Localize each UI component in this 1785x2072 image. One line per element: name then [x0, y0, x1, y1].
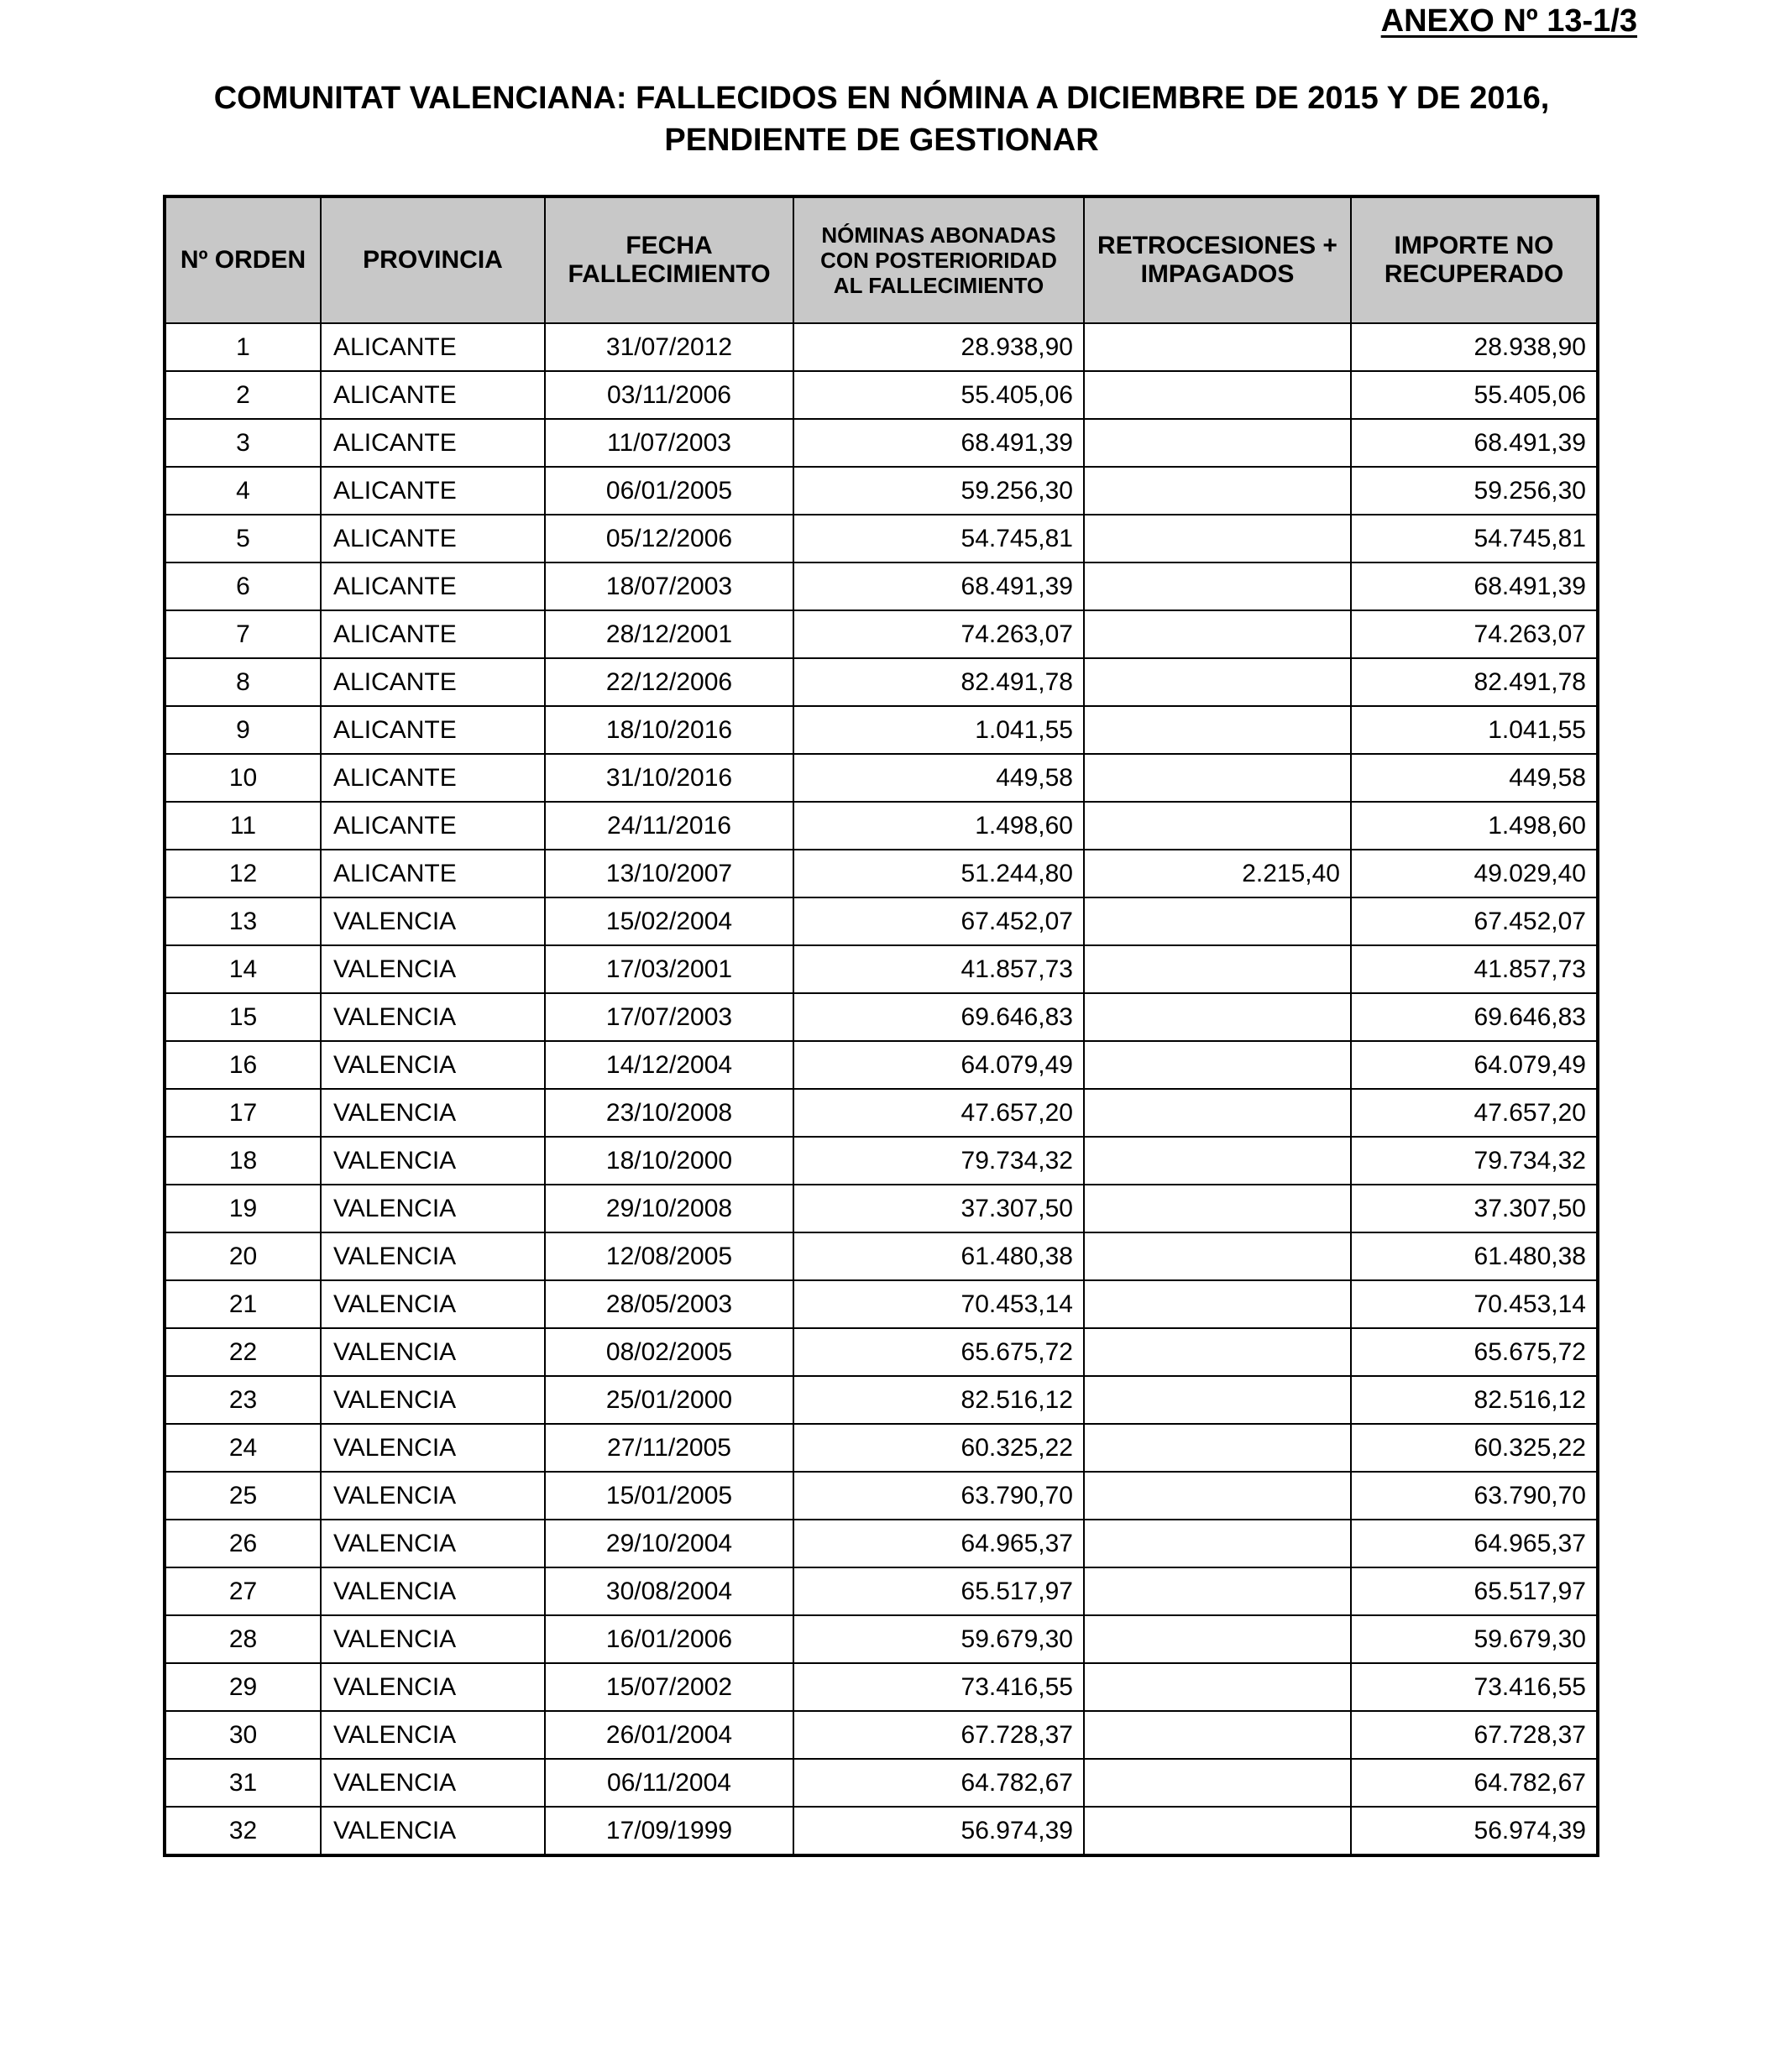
cell-fecha: 17/09/1999: [545, 1807, 793, 1855]
cell-fecha: 15/07/2002: [545, 1663, 793, 1711]
table-row: [165, 850, 1598, 897]
cell-provincia: VALENCIA: [321, 1089, 545, 1137]
cell-retrocesiones: [1084, 1328, 1351, 1376]
cell-importe: 65.517,97: [1351, 1567, 1598, 1615]
cell-nominas: 65.517,97: [793, 1567, 1084, 1615]
cell-importe: 64.965,37: [1351, 1520, 1598, 1567]
table-row: [165, 1520, 1598, 1567]
cell-provincia: ALICANTE: [321, 658, 545, 706]
table-row: [165, 1615, 1598, 1663]
cell-retrocesiones: [1084, 1807, 1351, 1855]
header-retrocesiones-line: IMPAGADOS: [1140, 260, 1295, 288]
cell-orden: 9: [165, 706, 321, 754]
cell-fecha: 24/11/2016: [545, 802, 793, 850]
table-row: [165, 1759, 1598, 1807]
cell-fecha: 03/11/2006: [545, 371, 793, 419]
cell-provincia: ALICANTE: [321, 850, 545, 897]
cell-provincia: VALENCIA: [321, 1137, 545, 1185]
table-row: [165, 945, 1598, 993]
cell-retrocesiones: [1084, 706, 1351, 754]
cell-nominas: 67.452,07: [793, 897, 1084, 945]
cell-orden: 10: [165, 754, 321, 802]
cell-nominas: 56.974,39: [793, 1807, 1084, 1855]
table-row: [165, 1472, 1598, 1520]
cell-nominas: 68.491,39: [793, 419, 1084, 467]
cell-importe: 37.307,50: [1351, 1185, 1598, 1232]
cell-orden: 13: [165, 897, 321, 945]
cell-fecha: 30/08/2004: [545, 1567, 793, 1615]
cell-orden: 26: [165, 1520, 321, 1567]
cell-importe: 74.263,07: [1351, 610, 1598, 658]
cell-retrocesiones: [1084, 515, 1351, 562]
cell-orden: 29: [165, 1663, 321, 1711]
cell-orden: 2: [165, 371, 321, 419]
cell-nominas: 1.041,55: [793, 706, 1084, 754]
cell-orden: 11: [165, 802, 321, 850]
cell-provincia: ALICANTE: [321, 610, 545, 658]
table-row: [165, 1089, 1598, 1137]
cell-nominas: 69.646,83: [793, 993, 1084, 1041]
cell-retrocesiones: 2.215,40: [1084, 850, 1351, 897]
cell-nominas: 64.782,67: [793, 1759, 1084, 1807]
header-retrocesiones: [1084, 196, 1351, 323]
cell-fecha: 31/07/2012: [545, 323, 793, 371]
cell-importe: 1.041,55: [1351, 706, 1598, 754]
table-row: [165, 1711, 1598, 1759]
cell-importe: 63.790,70: [1351, 1472, 1598, 1520]
cell-provincia: VALENCIA: [321, 1520, 545, 1567]
table-row: [165, 467, 1598, 515]
cell-nominas: 41.857,73: [793, 945, 1084, 993]
cell-retrocesiones: [1084, 1759, 1351, 1807]
cell-fecha: 17/07/2003: [545, 993, 793, 1041]
cell-provincia: VALENCIA: [321, 897, 545, 945]
cell-provincia: VALENCIA: [321, 1663, 545, 1711]
cell-importe: 69.646,83: [1351, 993, 1598, 1041]
cell-provincia: VALENCIA: [321, 1232, 545, 1280]
cell-provincia: ALICANTE: [321, 754, 545, 802]
cell-provincia: VALENCIA: [321, 1615, 545, 1663]
cell-retrocesiones: [1084, 1280, 1351, 1328]
table-row: [165, 1280, 1598, 1328]
cell-provincia: ALICANTE: [321, 323, 545, 371]
table-row: [165, 1663, 1598, 1711]
cell-orden: 7: [165, 610, 321, 658]
cell-importe: 67.452,07: [1351, 897, 1598, 945]
cell-orden: 25: [165, 1472, 321, 1520]
header-importe: [1351, 196, 1598, 323]
cell-provincia: ALICANTE: [321, 515, 545, 562]
cell-importe: 64.782,67: [1351, 1759, 1598, 1807]
cell-nominas: 55.405,06: [793, 371, 1084, 419]
cell-importe: 67.728,37: [1351, 1711, 1598, 1759]
cell-provincia: ALICANTE: [321, 562, 545, 610]
annex-label: ANEXO Nº 13-1/3: [1380, 3, 1637, 39]
title-line-1: COMUNITAT VALENCIANA: FALLECIDOS EN NÓMINA A DICIEMBRE DE 2015 Y DE 2016,: [213, 81, 1550, 116]
cell-provincia: VALENCIA: [321, 1185, 545, 1232]
cell-fecha: 23/10/2008: [545, 1089, 793, 1137]
cell-orden: 1: [165, 323, 321, 371]
cell-provincia: ALICANTE: [321, 371, 545, 419]
header-orden-label: Nº ORDEN: [180, 246, 306, 274]
cell-retrocesiones: [1084, 371, 1351, 419]
cell-orden: 15: [165, 993, 321, 1041]
cell-nominas: 54.745,81: [793, 515, 1084, 562]
table-row: [165, 706, 1598, 754]
table-header-row: [165, 196, 1598, 323]
table-row: [165, 1328, 1598, 1376]
cell-importe: 70.453,14: [1351, 1280, 1598, 1328]
cell-provincia: VALENCIA: [321, 1711, 545, 1759]
cell-retrocesiones: [1084, 1232, 1351, 1280]
cell-provincia: VALENCIA: [321, 1807, 545, 1855]
cell-provincia: ALICANTE: [321, 706, 545, 754]
table-row: [165, 419, 1598, 467]
document-title: [0, 77, 1763, 161]
header-retrocesiones-line: RETROCESIONES +: [1097, 232, 1337, 259]
cell-nominas: 28.938,90: [793, 323, 1084, 371]
table-row: [165, 1185, 1598, 1232]
header-nominas: [793, 196, 1084, 323]
cell-nominas: 63.790,70: [793, 1472, 1084, 1520]
cell-retrocesiones: [1084, 419, 1351, 467]
cell-nominas: 1.498,60: [793, 802, 1084, 850]
table-row: [165, 1041, 1598, 1089]
table-row: [165, 610, 1598, 658]
table-row: [165, 1137, 1598, 1185]
cell-provincia: VALENCIA: [321, 1328, 545, 1376]
cell-importe: 28.938,90: [1351, 323, 1598, 371]
cell-retrocesiones: [1084, 1711, 1351, 1759]
cell-importe: 82.491,78: [1351, 658, 1598, 706]
cell-orden: 31: [165, 1759, 321, 1807]
table-row: [165, 1376, 1598, 1424]
cell-nominas: 47.657,20: [793, 1089, 1084, 1137]
cell-fecha: 18/07/2003: [545, 562, 793, 610]
cell-orden: 19: [165, 1185, 321, 1232]
table-row: [165, 658, 1598, 706]
cell-importe: 65.675,72: [1351, 1328, 1598, 1376]
header-provincia: [321, 196, 545, 323]
cell-orden: 18: [165, 1137, 321, 1185]
cell-retrocesiones: [1084, 1663, 1351, 1711]
cell-fecha: 27/11/2005: [545, 1424, 793, 1472]
cell-importe: 49.029,40: [1351, 850, 1598, 897]
cell-importe: 41.857,73: [1351, 945, 1598, 993]
cell-retrocesiones: [1084, 1089, 1351, 1137]
cell-orden: 3: [165, 419, 321, 467]
cell-retrocesiones: [1084, 1137, 1351, 1185]
cell-importe: 54.745,81: [1351, 515, 1598, 562]
cell-nominas: 449,58: [793, 754, 1084, 802]
cell-orden: 30: [165, 1711, 321, 1759]
cell-provincia: VALENCIA: [321, 993, 545, 1041]
cell-nominas: 61.480,38: [793, 1232, 1084, 1280]
cell-provincia: VALENCIA: [321, 1759, 545, 1807]
table-body: [165, 323, 1598, 1855]
cell-provincia: ALICANTE: [321, 467, 545, 515]
cell-nominas: 37.307,50: [793, 1185, 1084, 1232]
cell-nominas: 73.416,55: [793, 1663, 1084, 1711]
cell-fecha: 28/05/2003: [545, 1280, 793, 1328]
cell-fecha: 15/01/2005: [545, 1472, 793, 1520]
cell-provincia: ALICANTE: [321, 802, 545, 850]
cell-orden: 16: [165, 1041, 321, 1089]
cell-retrocesiones: [1084, 993, 1351, 1041]
cell-nominas: 51.244,80: [793, 850, 1084, 897]
cell-fecha: 29/10/2004: [545, 1520, 793, 1567]
cell-fecha: 06/11/2004: [545, 1759, 793, 1807]
cell-retrocesiones: [1084, 1567, 1351, 1615]
deceased-payroll-table: [163, 195, 1599, 1857]
cell-orden: 28: [165, 1615, 321, 1663]
cell-retrocesiones: [1084, 897, 1351, 945]
cell-orden: 8: [165, 658, 321, 706]
header-orden: [165, 196, 321, 323]
cell-importe: 56.974,39: [1351, 1807, 1598, 1855]
cell-fecha: 18/10/2000: [545, 1137, 793, 1185]
cell-fecha: 25/01/2000: [545, 1376, 793, 1424]
table-row: [165, 1807, 1598, 1855]
cell-nominas: 68.491,39: [793, 562, 1084, 610]
cell-orden: 20: [165, 1232, 321, 1280]
cell-fecha: 13/10/2007: [545, 850, 793, 897]
cell-importe: 47.657,20: [1351, 1089, 1598, 1137]
cell-nominas: 64.079,49: [793, 1041, 1084, 1089]
table-row: [165, 371, 1598, 419]
cell-importe: 68.491,39: [1351, 562, 1598, 610]
cell-fecha: 22/12/2006: [545, 658, 793, 706]
header-fecha: [545, 196, 793, 323]
cell-importe: 55.405,06: [1351, 371, 1598, 419]
cell-orden: 14: [165, 945, 321, 993]
cell-importe: 61.480,38: [1351, 1232, 1598, 1280]
cell-provincia: ALICANTE: [321, 419, 545, 467]
cell-importe: 82.516,12: [1351, 1376, 1598, 1424]
cell-retrocesiones: [1084, 1472, 1351, 1520]
cell-importe: 64.079,49: [1351, 1041, 1598, 1089]
cell-retrocesiones: [1084, 802, 1351, 850]
cell-importe: 60.325,22: [1351, 1424, 1598, 1472]
cell-nominas: 74.263,07: [793, 610, 1084, 658]
cell-orden: 4: [165, 467, 321, 515]
cell-nominas: 60.325,22: [793, 1424, 1084, 1472]
cell-provincia: VALENCIA: [321, 1567, 545, 1615]
cell-importe: 73.416,55: [1351, 1663, 1598, 1711]
cell-orden: 6: [165, 562, 321, 610]
cell-provincia: VALENCIA: [321, 1376, 545, 1424]
cell-nominas: 59.679,30: [793, 1615, 1084, 1663]
cell-fecha: 17/03/2001: [545, 945, 793, 993]
cell-nominas: 65.675,72: [793, 1328, 1084, 1376]
cell-nominas: 79.734,32: [793, 1137, 1084, 1185]
cell-retrocesiones: [1084, 323, 1351, 371]
table-row: [165, 323, 1598, 371]
cell-fecha: 29/10/2008: [545, 1185, 793, 1232]
cell-retrocesiones: [1084, 658, 1351, 706]
cell-retrocesiones: [1084, 1615, 1351, 1663]
cell-orden: 24: [165, 1424, 321, 1472]
cell-retrocesiones: [1084, 1376, 1351, 1424]
cell-importe: 59.679,30: [1351, 1615, 1598, 1663]
cell-retrocesiones: [1084, 1041, 1351, 1089]
cell-fecha: 31/10/2016: [545, 754, 793, 802]
cell-orden: 5: [165, 515, 321, 562]
cell-fecha: 06/01/2005: [545, 467, 793, 515]
cell-retrocesiones: [1084, 1424, 1351, 1472]
table-row: [165, 802, 1598, 850]
cell-nominas: 64.965,37: [793, 1520, 1084, 1567]
cell-orden: 27: [165, 1567, 321, 1615]
cell-retrocesiones: [1084, 610, 1351, 658]
cell-orden: 23: [165, 1376, 321, 1424]
cell-orden: 12: [165, 850, 321, 897]
header-nominas-line: AL FALLECIMIENTO: [833, 273, 1044, 298]
cell-retrocesiones: [1084, 754, 1351, 802]
cell-orden: 32: [165, 1807, 321, 1855]
table-row: [165, 993, 1598, 1041]
header-importe-line: IMPORTE NO: [1394, 232, 1554, 259]
header-nominas-line: CON POSTERIORIDAD: [820, 248, 1057, 273]
cell-importe: 59.256,30: [1351, 467, 1598, 515]
header-fecha-line: FECHA: [626, 232, 713, 259]
cell-retrocesiones: [1084, 562, 1351, 610]
cell-orden: 21: [165, 1280, 321, 1328]
cell-provincia: VALENCIA: [321, 945, 545, 993]
table-row: [165, 515, 1598, 562]
cell-provincia: VALENCIA: [321, 1472, 545, 1520]
cell-importe: 79.734,32: [1351, 1137, 1598, 1185]
cell-importe: 1.498,60: [1351, 802, 1598, 850]
cell-fecha: 26/01/2004: [545, 1711, 793, 1759]
table-row: [165, 1567, 1598, 1615]
cell-importe: 449,58: [1351, 754, 1598, 802]
cell-retrocesiones: [1084, 945, 1351, 993]
cell-nominas: 82.516,12: [793, 1376, 1084, 1424]
cell-nominas: 59.256,30: [793, 467, 1084, 515]
cell-fecha: 18/10/2016: [545, 706, 793, 754]
cell-nominas: 67.728,37: [793, 1711, 1084, 1759]
table-row: [165, 897, 1598, 945]
table-row: [165, 562, 1598, 610]
table-row: [165, 1424, 1598, 1472]
cell-nominas: 82.491,78: [793, 658, 1084, 706]
table-row: [165, 1232, 1598, 1280]
title-line-2: PENDIENTE DE GESTIONAR: [664, 123, 1099, 158]
cell-fecha: 12/08/2005: [545, 1232, 793, 1280]
header-importe-line: RECUPERADO: [1384, 260, 1564, 288]
cell-importe: 68.491,39: [1351, 419, 1598, 467]
cell-orden: 17: [165, 1089, 321, 1137]
cell-fecha: 28/12/2001: [545, 610, 793, 658]
cell-provincia: VALENCIA: [321, 1424, 545, 1472]
cell-fecha: 11/07/2003: [545, 419, 793, 467]
cell-fecha: 08/02/2005: [545, 1328, 793, 1376]
header-fecha-line: FALLECIMIENTO: [568, 260, 771, 288]
cell-orden: 22: [165, 1328, 321, 1376]
cell-retrocesiones: [1084, 1185, 1351, 1232]
cell-nominas: 70.453,14: [793, 1280, 1084, 1328]
header-nominas-line: NÓMINAS ABONADAS: [821, 222, 1056, 248]
cell-provincia: VALENCIA: [321, 1280, 545, 1328]
cell-fecha: 05/12/2006: [545, 515, 793, 562]
cell-retrocesiones: [1084, 1520, 1351, 1567]
cell-provincia: VALENCIA: [321, 1041, 545, 1089]
cell-fecha: 16/01/2006: [545, 1615, 793, 1663]
header-provincia-label: PROVINCIA: [363, 246, 503, 274]
cell-fecha: 15/02/2004: [545, 897, 793, 945]
cell-fecha: 14/12/2004: [545, 1041, 793, 1089]
cell-retrocesiones: [1084, 467, 1351, 515]
table-row: [165, 754, 1598, 802]
